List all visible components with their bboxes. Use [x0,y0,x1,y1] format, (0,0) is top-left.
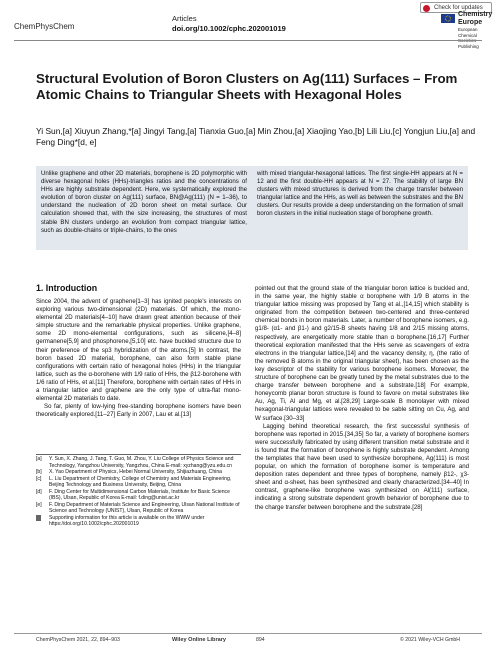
affiliation-text: L. Liu Department of Chemistry, College of Chemistry and Materials Engineering, Beijing Technology and Business University, Beijing, China [49,475,232,488]
affiliation-tag: [d] [36,488,42,495]
paragraph: So far, plenty of low-lying free-standing borophene isomers have been theoretically explored.[11–27] Early in 2007, Lau et al.[13] [36,403,241,419]
supporting-info-text[interactable]: Supporting information for this article is available on the WWW under https://doi.org/10.1002/cphc.202001019 [49,514,205,527]
chemistry-europe-logo-icon [441,14,455,23]
affiliation-item [36,476,241,489]
article-header [172,14,286,33]
paragraph: Since 2004, the advent of graphene[1–3] has ignited people's interests on exploring various two-dimensional (2D) materials. Of which, the mono-elemental 2D materials[4–10] have drawn great attention because of their simple structure and the remarkable physical properties. Unlike graphene, some 2D mono-elemental configurations, such as silicene,[4–8] germanene[5,9] and phosphorene,[5,10] etc. have buckled structure due to their preference of the sp3 hybridization of the atoms.[5] In contrast, the boron based 2D material, borophene, can also form stable plane configurations with certain ratio of hexagonal holes (HHs) in the triangular lattice, such as the α-borohene with 1/9 ratio of HHs, the β12-borohene with 1/6 ratio of HHs, et al.[11] Therefore, borophene with certain rates of HHs in a triangular lattice and graphene are the only type of ultra-flat mono-elemental 2D materials to date. [36,298,241,403]
paragraph: Lagging behind theoretical research, the first successful synthesis of borophene was reported in 2015.[34,35] So far, a variety of borophene isomers were successfully fabricated by using different transition metal substrate and it is found that the formation of borophene is highly substrate dependent. Among the templates that have been used to synthesize borophene, Ag(111) is most popular, on which the formation of borophene isomer is temperature and deposition rates dependent and three types of borophene, namely β12-, χ3-sheet and α-sheet, has been synthesized and clearly characterized.[34–40] In contrast, graphene-like borophene was synthesized on Al(111) surface, indicating a strong substrate dependent growth behavior of borophene due to the charge transfer between borophene and the substrate.[28] [255,422,469,511]
affiliation-tag: [a] [36,456,42,462]
paragraph: pointed out that the ground state of the triangular boron lattice is buckled and, in the same year, the highly stable α borophene with 1/9 B atoms in the triangular lattice missing was proposed by Tang et al.,[14,15] which stability is originated from the competition between two-centered and three-centered chemical bonds in boron materials. Later, a number of borophene isomers, e.g. g1/8- (α1- and β1-) and g2/15-B sheets having 1/8 and 2/15 missing atoms, respectively, are energetically more stable than α borophene.[16,17] Further theoretical exploration manifested that the HHs serve as scavengers of extra electrons in the triangular lattice,[14] and the vacancy density, η, (the ratio of the removed B atoms in the original triangular sheet), has been chosen as the key descriptor of the stability for various borophene isomers. Moreover, the structure of borophene can be greatly tuned by the metal substrates due to the charge transfer between borophene and a substrate.[18] For example, honeycomb planar boron structure is found to favore on metal substrates like Au, Ag, Ti, Al and Mg, et al.[28,29] Large-scale B monolayer with mixed hexagonal-triangular lattices were revealed to be sable sitting on Cu, Ag, and W surface.[30–33] [255,285,469,422]
supporting-info [36,515,241,528]
abstract-left-column: Unlike graphene and other 2D materials, borophene is 2D polymorphic with diverse hexagonal holes (HHs)-triangles ratios and the concentrations of HHs are highly substrate dependent. Here, we systematically explored the evolution of boron cluster on Ag(111) surface, BN@Ag(111) (N = 1–36), to understand the nucleation of 2D boron sheet on metal surface. Our calculation showed that, with the size increasing, the structures of most stable BN clusters undergo an evolution from compact triangular lattice, such as double-chains or triple-chains, to the ones [41,170,247,234]
journal-name: ChemPhysChem [14,22,75,31]
abstract-right-column: with mixed triangular-hexagonal lattices. The first single-HH appears at N = 12 and the first double-HH appears at N = 27. The stability of large BN clusters with mixed structures is derived from the charge transfer between triangular lattice and the HHs, as well as between the substrates and the BN clusters. Our results provide a deep understanding on the formation of small boron clusters in the initial nucleation stage of borophene growth. [257,170,463,218]
affiliation-divider [36,454,241,455]
abstract-box [36,166,468,250]
section-label: Articles [172,14,197,23]
check-updates-label: Check for updates [434,5,483,11]
publisher-logo-text [458,11,496,49]
affiliation-tag: [b] [36,469,42,475]
affiliations [36,456,241,528]
copyright: © 2021 Wiley-VCH GmbH [400,637,461,643]
author-list: Yi Sun,[a] Xiuyun Zhang,*[a] Jingyi Tang,[a] Tianxia Guo,[a] Min Zhou,[a] Xiaojing Yao,[b] Lili Liu,[c] Yongjun Liu,[a] and Feng Ding*[d, e] [36,126,476,147]
header-divider [14,40,482,41]
article-title: Structural Evolution of Boron Clusters on Ag(111) Surfaces – From Atomic Chains to Triangular Sheets with Hexagonal Holes [36,71,458,102]
publisher-subtitle: European Chemical Societies Publishing [458,27,479,49]
affiliation-text: Y. Sun, X. Zhang, J. Tang, T. Guo, M. Zhou, Y. Liu College of Physics Science and Technology, Yangzhou University, Yangzhou, China E-mail: xyzhang@yzu.edu.cn [49,456,234,469]
body-column-left [36,298,241,419]
doi-link[interactable]: doi.org/10.1002/cphc.202001019 [172,23,286,33]
section-heading: 1. Introduction [36,283,98,293]
body-column-right [255,285,469,512]
wiley-online-library-link[interactable]: Wiley Online Library [172,637,227,643]
publisher-name: Chemistry Europe [458,11,493,26]
affiliation-item [36,502,241,515]
affiliation-item [36,456,241,469]
footer-citation: ChemPhysChem 2021, 22, 894–903 [36,637,120,643]
affiliation-tag: [c] [36,475,42,482]
supporting-info-icon [36,515,49,528]
page-number: 894 [256,637,265,643]
affiliation-text: F. Ding Department of Materials Science and Engineering, Ulsan National Institute of Science and Technology (UNIST), Ulsan, Republic of Korea [49,501,240,514]
footer-divider [14,633,482,634]
affiliation-text: F. Ding Center for Multidimensional Carbon Materials, Institute for Basic Science (IBS), Ulsan, Republic of Korea E-mail: f.ding@unist.ac.kr [49,488,230,501]
affiliation-text: X. Yao Department of Physics, Hebei Normal University, Shijiazhuang, China [49,469,222,475]
affiliation-tag: [e] [36,501,42,508]
affiliation-item [36,489,241,502]
update-check-icon [423,5,430,12]
